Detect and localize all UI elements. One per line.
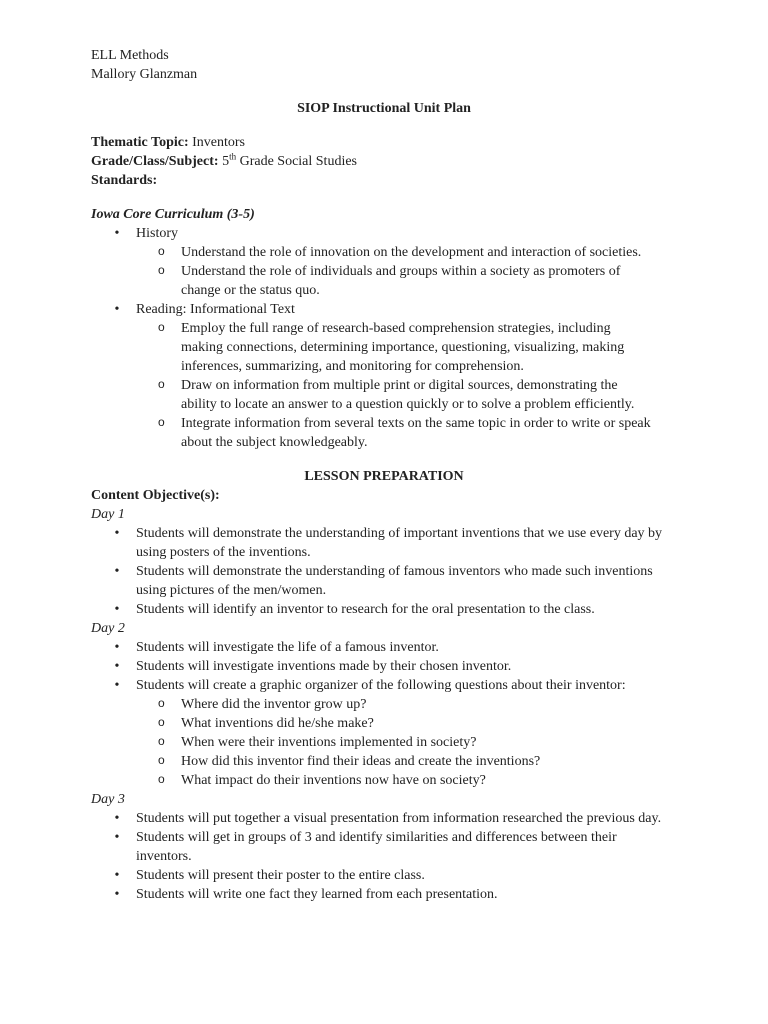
standards-item (136, 376, 656, 414)
bullet-icon: • (114, 659, 120, 674)
standards-item-text: Understand the role of innovation on the development and interaction of societies. (181, 245, 642, 260)
bullet-icon: • (114, 302, 120, 317)
standards-heading: Iowa Core Curriculum (3-5) (91, 207, 255, 222)
objective-text: Students will put together a visual presentation from information researched the previous day. (136, 811, 662, 826)
objective-item (91, 638, 666, 657)
objective-item (91, 809, 666, 828)
day-3-label: Day 3 (91, 792, 125, 807)
objective-text: Students will demonstrate the understanding of famous inventors who made such inventions using pictures of the men/women. (136, 564, 653, 598)
author-name: Mallory Glanzman (91, 67, 198, 82)
day-2-label: Day 2 (91, 621, 125, 636)
standards-sublist (136, 243, 656, 300)
day-1-label: Day 1 (91, 507, 125, 522)
grade-class-subject (91, 152, 691, 171)
standards-item (136, 243, 656, 262)
bullet-icon: • (114, 830, 120, 845)
question-item (136, 695, 666, 714)
standards-group-reading (91, 300, 656, 452)
standards-item-text: Draw on information from multiple print or digital sources, demonstrating the ability to locate an answer to a question quickly or to solve a problem efficiently. (181, 378, 635, 412)
document-title: SIOP Instructional Unit Plan (297, 101, 471, 116)
sub-bullet-icon: o (158, 415, 165, 429)
question-text: How did this inventor find their ideas and create the inventions? (181, 754, 541, 769)
standards-list (91, 224, 656, 452)
thematic-topic (91, 133, 691, 152)
course-name: ELL Methods (91, 48, 169, 63)
sub-bullet-icon: o (158, 696, 165, 710)
standards-item (136, 262, 656, 300)
standards-group-history (91, 224, 656, 300)
objective-item (91, 600, 666, 619)
content-objectives-label: Content Objective(s): (91, 488, 220, 503)
thematic-topic-label: Thematic Topic: (91, 135, 189, 150)
objective-item (91, 562, 666, 600)
bullet-icon: • (114, 887, 120, 902)
sub-bullet-icon: o (158, 263, 165, 277)
objective-item (91, 676, 666, 790)
standards-item-text: Integrate information from several texts on the same topic in order to write or speak about the subject knowledgeably. (181, 416, 651, 450)
standards-item-text: Employ the full range of research-based comprehension strategies, including making connections, determining importance, questioning, visualizing, making inferences, summarizing, and monitoring for comprehension. (181, 321, 625, 374)
standards-group-label: Reading: Informational Text (136, 302, 295, 317)
organizer-questions (136, 695, 666, 790)
grade-subject: Grade Social Studies (239, 154, 357, 169)
sub-bullet-icon: o (158, 244, 165, 258)
sub-bullet-icon: o (158, 753, 165, 767)
objective-item (91, 885, 666, 904)
standards-sublist (136, 319, 656, 452)
question-text: Where did the inventor grow up? (181, 697, 367, 712)
standards-item (136, 414, 656, 452)
objective-text: Students will get in groups of 3 and identify similarities and differences between their inventors. (136, 830, 617, 864)
question-item (136, 733, 666, 752)
bullet-icon: • (114, 564, 120, 579)
bullet-icon: • (114, 868, 120, 883)
thematic-topic-value: Inventors (192, 135, 246, 150)
question-text: What impact do their inventions now have on society? (181, 773, 486, 788)
bullet-icon: • (114, 678, 120, 693)
objective-item (91, 828, 666, 866)
sub-bullet-icon: o (158, 377, 165, 391)
objective-item (91, 866, 666, 885)
objective-text: Students will write one fact they learned from each presentation. (136, 887, 498, 902)
sub-bullet-icon: o (158, 734, 165, 748)
grade-label: Grade/Class/Subject: (91, 154, 219, 169)
lesson-preparation-heading: LESSON PREPARATION (304, 469, 464, 484)
question-item (136, 752, 666, 771)
standards-item-text: Understand the role of individuals and groups within a society as promoters of change or the status quo. (181, 264, 621, 298)
question-text: What inventions did he/she make? (181, 716, 374, 731)
document-page (91, 46, 691, 904)
question-item (136, 714, 666, 733)
objective-item (91, 524, 666, 562)
bullet-icon: • (114, 226, 120, 241)
standards-item (136, 319, 656, 376)
grade-suffix: th (229, 151, 237, 162)
bullet-icon: • (114, 640, 120, 655)
objective-text: Students will identify an inventor to research for the oral presentation to the class. (136, 602, 595, 617)
objective-item (91, 657, 666, 676)
objective-text: Students will investigate inventions made by their chosen inventor. (136, 659, 512, 674)
day-2-objectives (91, 638, 666, 790)
bullet-icon: • (114, 526, 120, 541)
bullet-icon: • (114, 811, 120, 826)
sub-bullet-icon: o (158, 320, 165, 334)
standards-group-label: History (136, 226, 178, 241)
question-text: When were their inventions implemented in society? (181, 735, 477, 750)
bullet-icon: • (114, 602, 120, 617)
objective-text: Students will present their poster to the entire class. (136, 868, 425, 883)
objective-text: Students will demonstrate the understanding of important inventions that we use every day by using posters of the inventions. (136, 526, 663, 560)
sub-bullet-icon: o (158, 772, 165, 786)
objective-text: Students will investigate the life of a famous inventor. (136, 640, 439, 655)
objective-text: Students will create a graphic organizer of the following questions about their inventor: (136, 678, 626, 693)
sub-bullet-icon: o (158, 715, 165, 729)
day-3-objectives (91, 809, 666, 904)
question-item (136, 771, 666, 790)
day-1-objectives (91, 524, 666, 619)
grade-number: 5 (222, 154, 230, 169)
standards-label: Standards: (91, 173, 158, 188)
